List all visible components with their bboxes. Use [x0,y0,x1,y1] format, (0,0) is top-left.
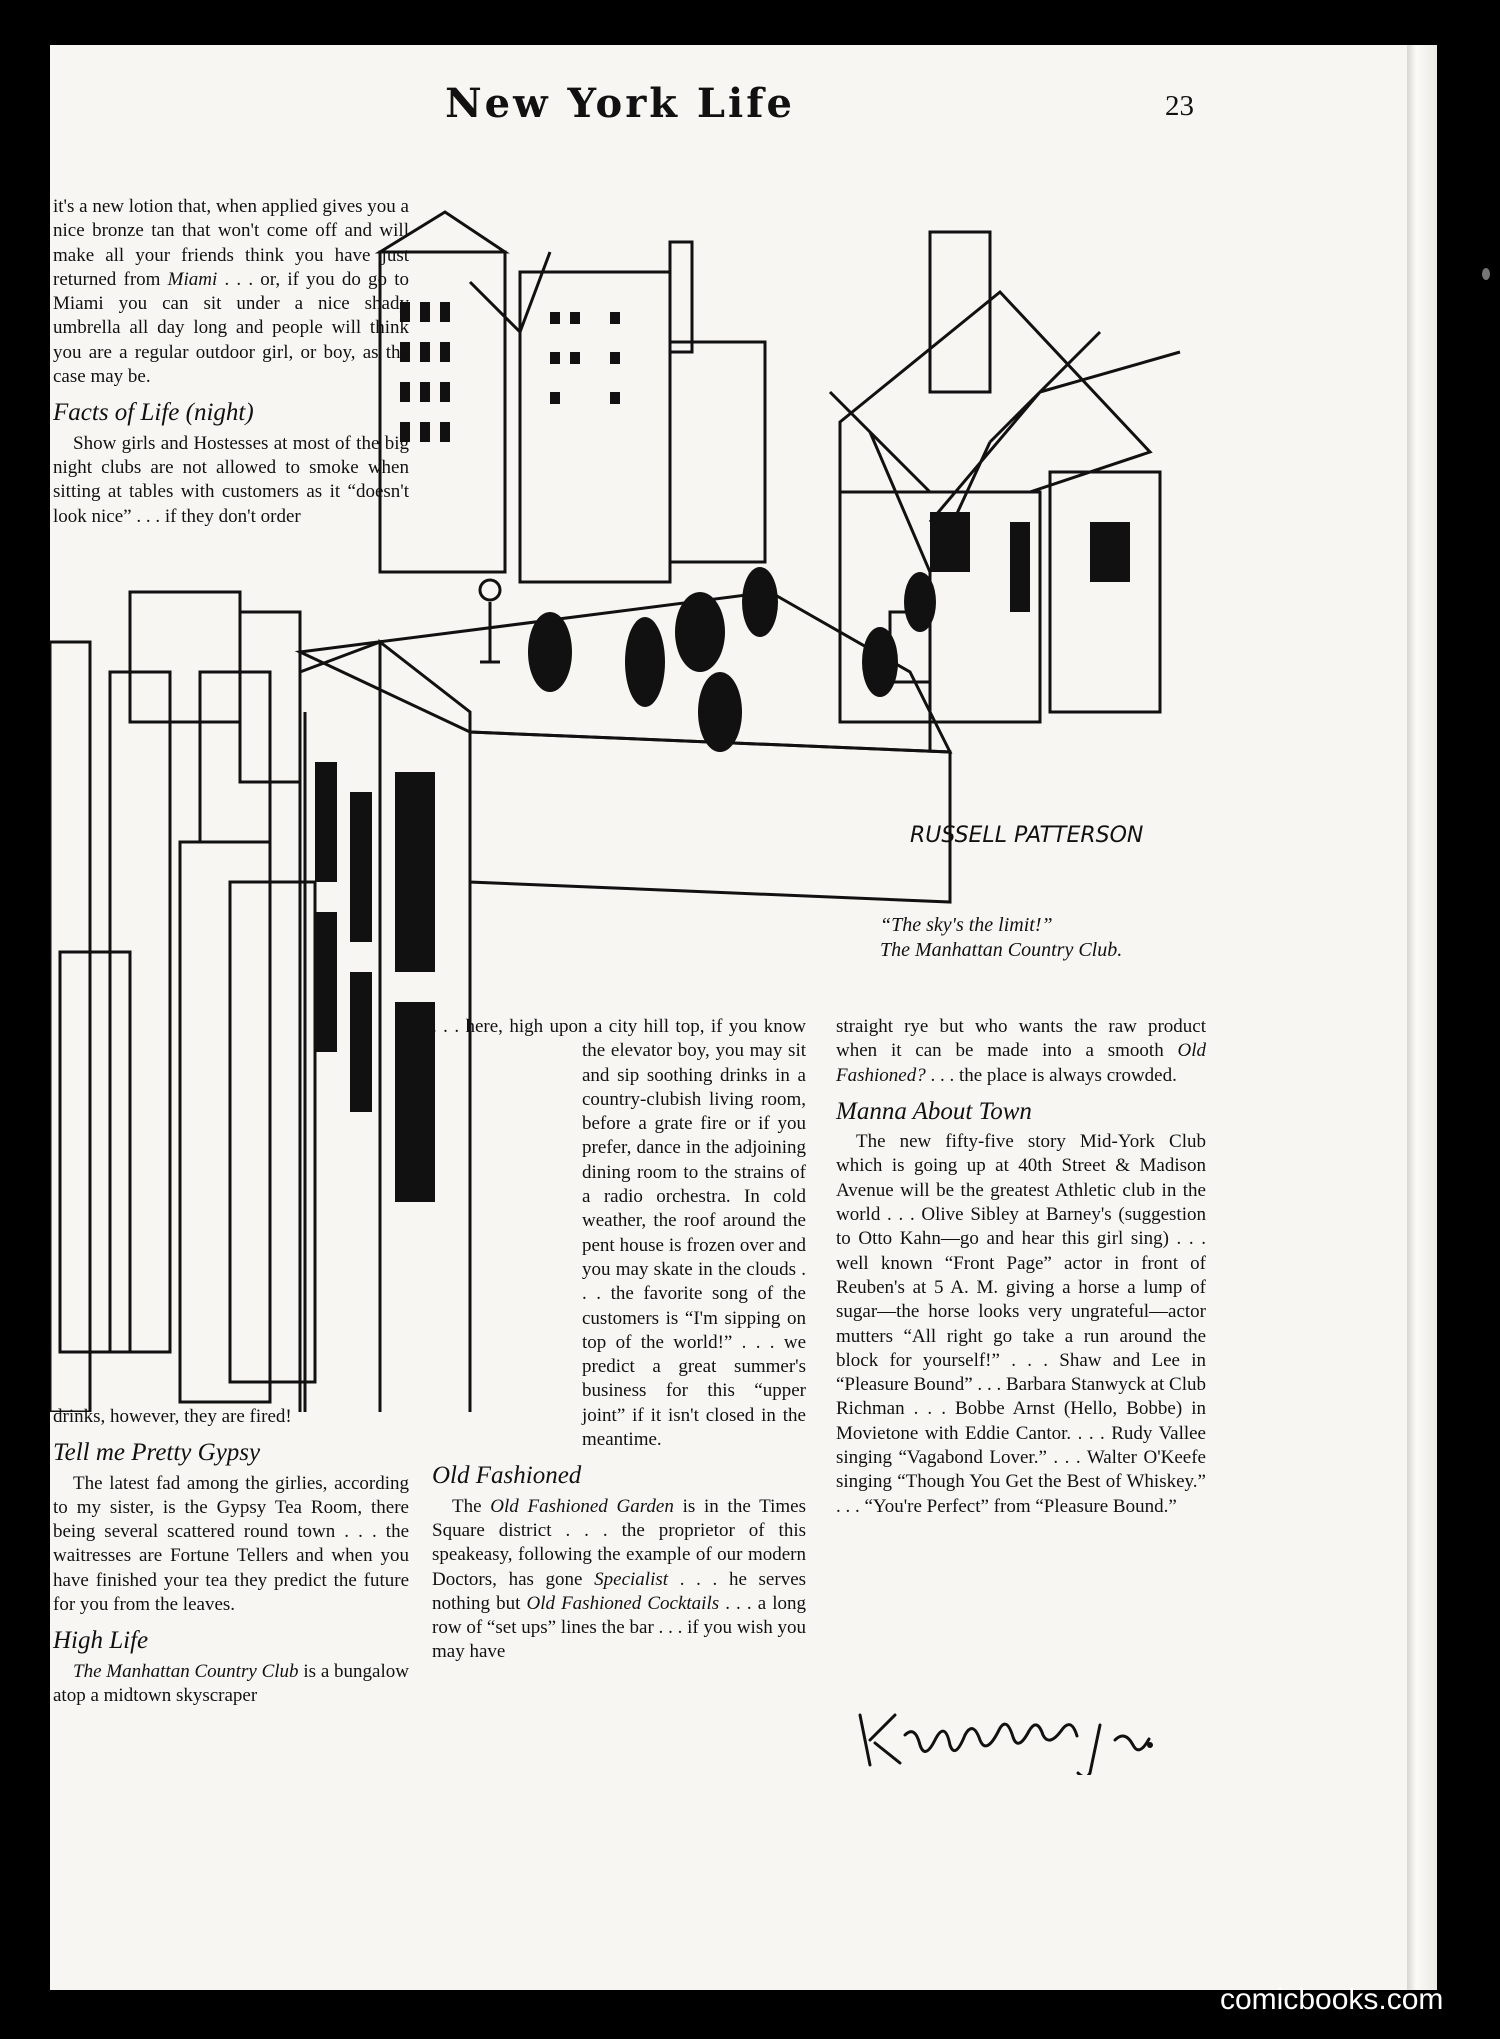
caption-line-2: The Manhattan Country Club. [880,939,1123,961]
section-heading: High Life [53,1627,149,1655]
page-hole-mark [1482,268,1490,280]
paragraph: The Manhattan Country Club is a bungalow atop a midtown skyscraper [53,1660,409,1706]
column-1-top [53,195,409,529]
paragraph: The new fifty-five story Mid-York Club which is going up at 40th Street & Madison Avenue will be the greatest Athletic club in the world . . . Olive Sibley at Barney's (suggestion to Otto Kahn—go and hear this girl sing) . . . well known “Front Page” actor in front of Reuben's at 5 A. M. giving a horse a lump of sugar—the horse looks very ungrateful—actor mutters “All right go take a run around the block for yourself!” . . . Shaw and Lee in “Pleasure Bound” . . . Barbara Stanwyck at Club Richman . . . Bobbe Arnst (Hello, Bobbe) in Movietone with Eddie Cantor. . . . Rudy Vallee singing “Vagabond Lover.” . . . Walter O'Keefe singing “Though You Get the Best of Whiskey.” . . . “You're Perfect” from “Pleasure Bound.” [836,1131,1206,1517]
paragraph: Show girls and Hostesses at most of the big night clubs are not allowed to smoke when sitting at tables with customers as it “doesn't look nice” . . . if they don't order [53,432,409,527]
page-edge [1407,45,1437,1990]
illustration-caption [880,913,1122,963]
section-heading: Tell me Pretty Gypsy [53,1439,261,1467]
paragraph: The latest fad among the girlies, according to my sister, is the Gypsy Tea Room, there being several scattered round town . . . the waitresses are Fortune Tellers and when you have finished your tea they predict the future for you from the leaves. [53,1472,409,1616]
column-2 [432,1015,806,1665]
artist-signature: RUSSELL PATTERSON [910,823,1144,848]
caption-line-1: “The sky's the limit!” [880,914,1053,936]
column-1-bottom [53,1405,409,1708]
paragraph: it's a new lotion that, when applied gives you a nice bronze tan that won't come off and will make all your friends think you have just returned from Miami . . . or, if you do go to Miami you can sit under a nice shady umbrella all day long and people will think you are a regular outdoor girl, or boy, as the case may be. [53,196,410,388]
page-title: New York Life [445,80,795,127]
section-heading: Manna About Town [836,1097,1032,1125]
watermark: comicbooks.com [1220,1983,1444,2016]
paragraph: drinks, however, they are fired! [53,1406,292,1427]
page-number: 23 [1165,90,1194,122]
column-3 [836,1015,1206,1519]
knickerbocker-signature [850,1695,1210,1775]
section-heading: Old Fashioned [432,1462,582,1490]
paragraph: The Old Fashioned Garden is in the Times Square district . . . the proprietor of this speakeasy, following the example of our modern Doctors, has gone Specialist . . . he serves nothing but Old Fashioned Cocktails . . . a long row of “set ups” lines the bar . . . if you wish you may have [432,1495,807,1663]
section-heading: Facts of Life (night) [53,399,254,427]
paragraph: . . . here, high upon a city hill top, if you know the elevator boy, you may sit and sip soothing drinks in a country-clubish living room, before a grate fire or if you prefer, dance in the adjoining dining room to the strains of a radio orchestra. In cold weather, the roof around the pent house is frozen over and you may skate in the clouds . . . the favorite song of the customers is “I'm sipping on top of the world!” . . . we predict a great summer's business for this “upper joint” if it isn't closed in the meantime. [432,1016,806,1451]
paragraph: straight rye but who wants the raw product when it can be made into a smooth Old Fashioned? . . . the place is always crowded. [836,1016,1207,1086]
